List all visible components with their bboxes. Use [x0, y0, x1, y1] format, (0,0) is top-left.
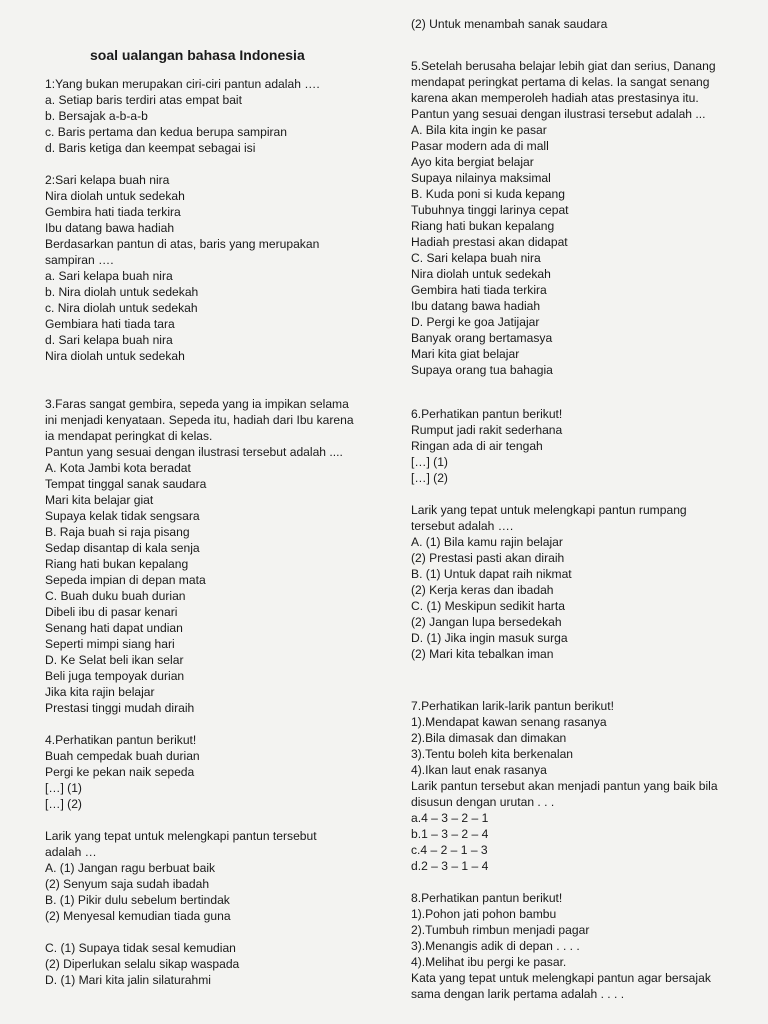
text-line: […] (1)	[411, 455, 448, 469]
text-line: 1:Yang bukan merupakan ciri-ciri pantun adalah ….	[45, 77, 320, 91]
text-line: Tempat tinggal sanak saudara	[45, 477, 207, 491]
text-line: Mari kita giat belajar	[411, 347, 520, 361]
text-line: (2) Senyum saja sudah ibadah	[45, 877, 210, 891]
text-line: Supaya kelak tidak sengsara	[45, 509, 200, 523]
text-line: Gembiara hati tiada tara	[45, 317, 175, 331]
text-line: C. Buah duku buah durian	[45, 589, 186, 603]
text-line: Nira diolah untuk sedekah	[411, 267, 551, 281]
text-line: D. Pergi ke goa Jatijajar	[411, 315, 540, 329]
text-line: D. (1) Mari kita jalin silaturahmi	[45, 973, 211, 987]
text-line: adalah …	[45, 845, 97, 859]
text-line: […] (1)	[45, 781, 82, 795]
text-line: B. (1) Untuk dapat raih nikmat	[411, 567, 572, 581]
text-line: b. Nira diolah untuk sedekah	[45, 285, 199, 299]
text-line: (2) Menyesal kemudian tiada guna	[45, 909, 231, 923]
text-line: B. (1) Pikir dulu sebelum bertindak	[45, 893, 230, 907]
text-line: (2) Diperlukan selalu sikap waspada	[45, 957, 240, 971]
text-line: B. Kuda poni si kuda kepang	[411, 187, 565, 201]
text-line: c. Nira diolah untuk sedekah	[45, 301, 198, 315]
text-line: Pantun yang sesuai dengan ilustrasi tersebut adalah ....	[45, 445, 343, 459]
text-line: Pergi ke pekan naik sepeda	[45, 765, 195, 779]
text-line: 3).Menangis adik di depan . . . .	[411, 939, 580, 953]
text-line: 6.Perhatikan pantun berikut!	[411, 407, 563, 421]
text-line: Beli juga tempoyak durian	[45, 669, 185, 683]
text-line: Supaya orang tua bahagia	[411, 363, 553, 377]
text-line: 4.Perhatikan pantun berikut!	[45, 733, 197, 747]
text-line: (2) Kerja keras dan ibadah	[411, 583, 554, 597]
text-line: Pantun yang sesuai dengan ilustrasi tersebut adalah ...	[411, 107, 706, 121]
text-line: Gembira hati tiada terkira	[45, 205, 181, 219]
text-line: disusun dengan urutan . . .	[411, 795, 555, 809]
text-line: A. (1) Jangan ragu berbuat baik	[45, 861, 216, 875]
text-line: mendapat peringkat pertama di kelas. Ia sangat senang	[411, 75, 710, 89]
text-line: Supaya nilainya maksimal	[411, 171, 551, 185]
text-line: sampiran ….	[45, 253, 114, 267]
text-line: Tubuhnya tinggi larinya cepat	[411, 203, 569, 217]
text-line: […] (2)	[411, 471, 448, 485]
text-line: Larik yang tepat untuk melengkapi pantun rumpang	[411, 503, 687, 517]
text-line: 3).Tentu boleh kita berkenalan	[411, 747, 574, 761]
text-line: 2).Tumbuh rimbun menjadi pagar	[411, 923, 590, 937]
text-line: Larik pantun tersebut akan menjadi pantun yang baik bila	[411, 779, 718, 793]
text-line: Ibu datang bawa hadiah	[411, 299, 541, 313]
text-line: Berdasarkan pantun di atas, baris yang merupakan	[45, 237, 320, 251]
text-line: karena akan memperoleh hadiah atas prestasinya itu.	[411, 91, 699, 105]
text-line: 2).Bila dimasak dan dimakan	[411, 731, 567, 745]
text-line: Jika kita rajin belajar	[45, 685, 155, 699]
text-line: Buah cempedak buah durian	[45, 749, 200, 763]
text-line: D. (1) Jika ingin masuk surga	[411, 631, 568, 645]
text-line: C. (1) Meskipun sedikit harta	[411, 599, 565, 613]
text-line: ia mendapat peringkat di kelas.	[45, 429, 213, 443]
text-line: d. Baris ketiga dan keempat sebagai isi	[45, 141, 256, 155]
text-line: a.4 – 3 – 2 – 1	[411, 811, 489, 825]
text-line: Dibeli ibu di pasar kenari	[45, 605, 178, 619]
text-line: 3.Faras sangat gembira, sepeda yang ia impikan selama	[45, 397, 349, 411]
text-line: Riang hati bukan kepalang	[45, 557, 189, 571]
text-line: Hadiah prestasi akan didapat	[411, 235, 568, 249]
text-line: (2) Untuk menambah sanak saudara	[411, 17, 608, 31]
text-line: 4).Melihat ibu pergi ke pasar.	[411, 955, 567, 969]
text-line: Prestasi tinggi mudah diraih	[45, 701, 195, 715]
text-line: c. Baris pertama dan kedua berupa sampiran	[45, 125, 288, 139]
text-line: sama dengan larik pertama adalah . . . .	[411, 987, 625, 1001]
text-line: d. Sari kelapa buah nira	[45, 333, 173, 347]
text-line: Pasar modern ada di mall	[411, 139, 549, 153]
text-line: Ibu datang bawa hadiah	[45, 221, 175, 235]
text-line: (2) Mari kita tebalkan iman	[411, 647, 554, 661]
text-line: Rumput jadi rakit sederhana	[411, 423, 563, 437]
text-line: 1).Mendapat kawan senang rasanya	[411, 715, 607, 729]
text-line: Mari kita belajar giat	[45, 493, 154, 507]
text-line: […] (2)	[45, 797, 82, 811]
text-line: b. Bersajak a-b-a-b	[45, 109, 148, 123]
text-line: 7.Perhatikan larik-larik pantun berikut!	[411, 699, 615, 713]
text-line: B. Raja buah si raja pisang	[45, 525, 190, 539]
text-line: Banyak orang bertamasya	[411, 331, 553, 345]
text-line: C. (1) Supaya tidak sesal kemudian	[45, 941, 236, 955]
text-line: tersebut adalah ….	[411, 519, 514, 533]
text-line: Larik yang tepat untuk melengkapi pantun tersebut	[45, 829, 317, 843]
text-line: Sedap disantap di kala senja	[45, 541, 200, 555]
text-line: Gembira hati tiada terkira	[411, 283, 547, 297]
text-line: C. Sari kelapa buah nira	[411, 251, 541, 265]
text-line: 2:Sari kelapa buah nira	[45, 173, 170, 187]
text-line: c.4 – 2 – 1 – 3	[411, 843, 488, 857]
text-line: Riang hati bukan kepalang	[411, 219, 555, 233]
text-line: 5.Setelah berusaha belajar lebih giat dan serius, Danang	[411, 59, 716, 73]
text-line: (2) Jangan lupa bersedekah	[411, 615, 562, 629]
text-line: Nira diolah untuk sedekah	[45, 349, 185, 363]
text-line: 4).Ikan laut enak rasanya	[411, 763, 547, 777]
text-line: (2) Prestasi pasti akan diraih	[411, 551, 565, 565]
text-line: a. Setiap baris terdiri atas empat bait	[45, 93, 242, 107]
text-line: A. Bila kita ingin ke pasar	[411, 123, 547, 137]
text-line: Ayo kita bergiat belajar	[411, 155, 534, 169]
text-line: Sepeda impian di depan mata	[45, 573, 206, 587]
text-line: A. Kota Jambi kota beradat	[45, 461, 191, 475]
text-line: d.2 – 3 – 1 – 4	[411, 859, 489, 873]
text-line: A. (1) Bila kamu rajin belajar	[411, 535, 563, 549]
text-line: Seperti mimpi siang hari	[45, 637, 175, 651]
text-line: ini menjadi kenyataan. Sepeda itu, hadiah dari Ibu karena	[45, 413, 354, 427]
text-line: 1).Pohon jati pohon bambu	[411, 907, 557, 921]
text-line: Nira diolah untuk sedekah	[45, 189, 185, 203]
text-line: Ringan ada di air tengah	[411, 439, 543, 453]
text-line: Kata yang tepat untuk melengkapi pantun agar bersajak	[411, 971, 711, 985]
text-line: D. Ke Selat beli ikan selar	[45, 653, 184, 667]
text-line: b.1 – 3 – 2 – 4	[411, 827, 489, 841]
text-line: a. Sari kelapa buah nira	[45, 269, 173, 283]
page-title: soal ualangan bahasa Indonesia	[90, 47, 305, 63]
text-line: Senang hati dapat undian	[45, 621, 183, 635]
text-line: 8.Perhatikan pantun berikut!	[411, 891, 563, 905]
